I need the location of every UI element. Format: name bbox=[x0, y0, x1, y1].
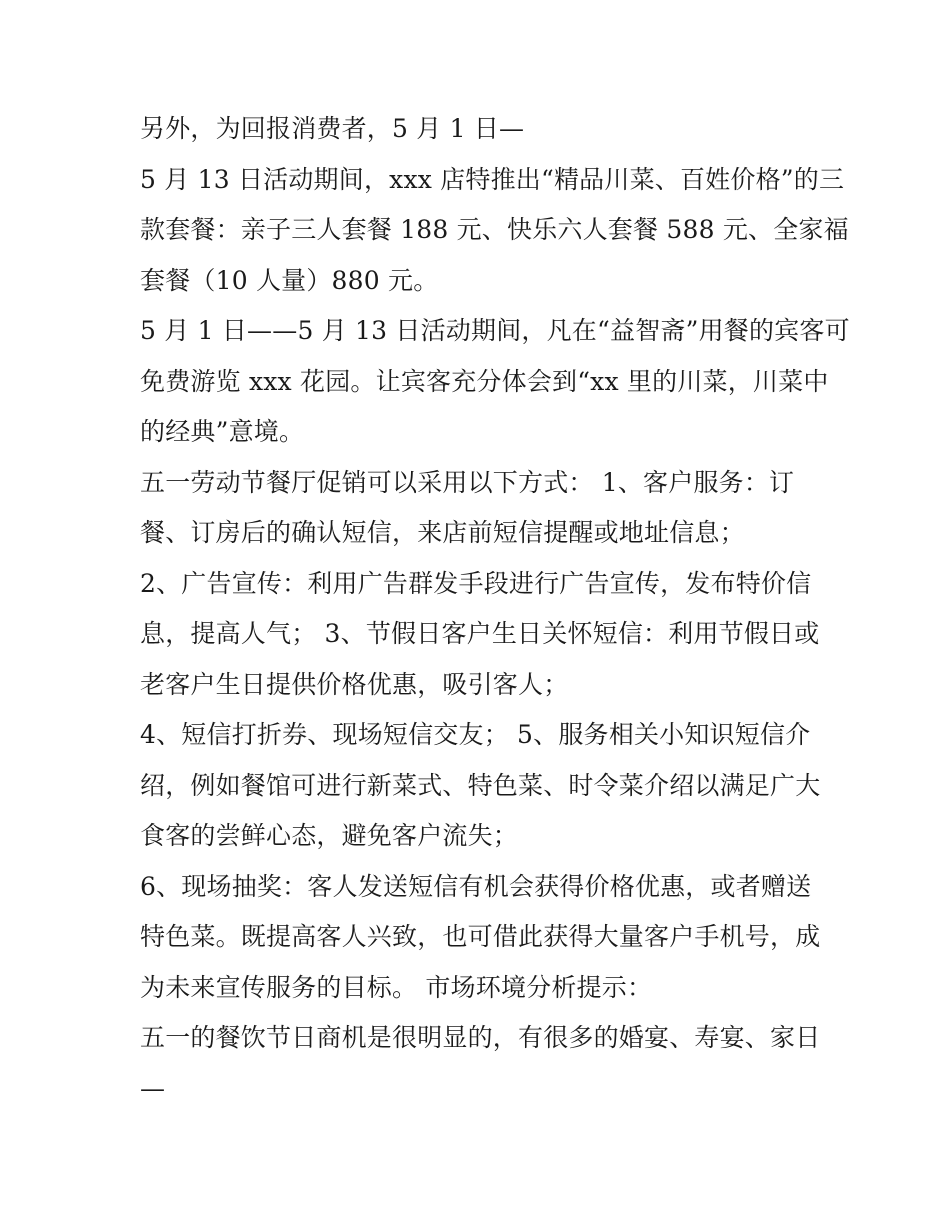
text-line: 另外，为回报消费者，5 月 1 日— bbox=[140, 114, 525, 143]
text-line: 食客的尝鲜心态，避免客户流失； bbox=[140, 821, 519, 850]
text-line: 特色菜。既提高客人兴致，也可借此获得大量客户手机号，成 bbox=[140, 922, 821, 951]
text-line: 五一劳动节餐厅促销可以采用以下方式： 1、客户服务：订 bbox=[140, 467, 795, 497]
text-line: 餐、订房后的确认短信，来店前短信提醒或地址信息； bbox=[140, 518, 745, 547]
text-line: 4、短信打折券、现场短信交友； 5、服务相关小知识短信介 bbox=[140, 720, 811, 749]
text-line: 免费游览 xxx 花园。让宾客充分体会到“xx 里的川菜，川菜中 bbox=[140, 366, 829, 396]
text-line: 的经典”意境。 bbox=[140, 417, 305, 446]
text-line: 绍，例如餐馆可进行新菜式、特色菜、时令菜介绍以满足广大 bbox=[140, 770, 821, 800]
text-line: 老客户生日提供价格优惠，吸引客人； bbox=[140, 669, 569, 699]
text-line: 5 月 1 日——5 月 13 日活动期间，凡在“益智斋”用餐的宾客可 bbox=[140, 316, 850, 345]
text-line: 款套餐：亲子三人套餐 188 元、快乐六人套餐 588 元、全家福 bbox=[140, 215, 849, 244]
text-line: 套餐（10 人量）880 元。 bbox=[140, 265, 439, 295]
text-line: 为未来宣传服务的目标。 市场环境分析提示： bbox=[140, 972, 653, 1002]
text-line: 息，提高人气； 3、节假日客户生日关怀短信：利用节假日或 bbox=[140, 619, 820, 648]
text-line: 6、现场抽奖：客人发送短信有机会获得价格优惠，或者赠送 bbox=[140, 871, 812, 901]
document-body bbox=[140, 104, 850, 1114]
text-line: 5 月 13 日活动期间，xxx 店特推出“精品川菜、百姓价格”的三 bbox=[140, 164, 845, 194]
text-line: — bbox=[140, 1073, 166, 1103]
text-line: 2、广告宣传：利用广告群发手段进行广告宣传，发布特价信 bbox=[140, 568, 812, 598]
text-line: 五一的餐饮节日商机是很明显的，有很多的婚宴、寿宴、家日 bbox=[140, 1023, 821, 1052]
